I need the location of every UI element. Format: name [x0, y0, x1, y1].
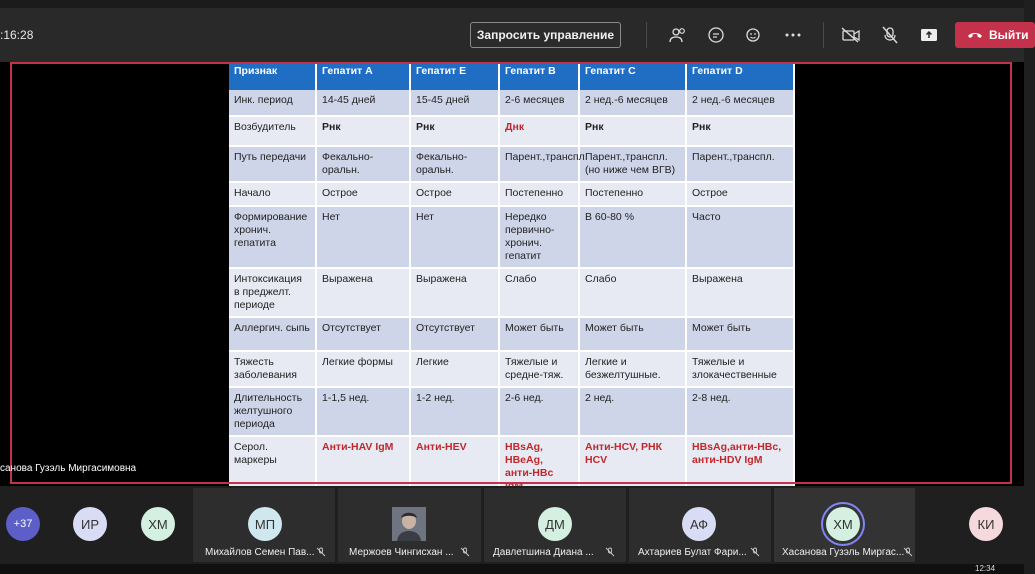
table-cell: Легкие формы	[316, 351, 410, 387]
table-cell: 14-45 дней	[316, 90, 410, 116]
header-feature: Признак	[229, 62, 316, 90]
table-cell: Рнк	[410, 116, 499, 146]
table-cell: 2-6 нед.	[499, 387, 579, 436]
table-cell: Анти-HCV, РНК HCV	[579, 436, 686, 498]
participant-avatar-speaking: ХМ	[826, 507, 860, 541]
participant-photo	[392, 507, 426, 541]
table-cell: Нередко первично-хронич. гепатит	[499, 206, 579, 268]
table-cell: 2 нед.-6 месяцев	[686, 90, 794, 116]
header-hepatitis: Гепатит D	[686, 62, 794, 90]
table-cell: Выражена	[316, 268, 410, 317]
table-cell: HBsAg,анти-HBc, анти-HDV IgM	[686, 436, 794, 498]
table-cell: Часто	[686, 206, 794, 268]
share-screen-icon[interactable]	[916, 22, 942, 48]
table-cell: 2-6 месяцев	[499, 90, 579, 116]
table-cell: Отсутствует	[410, 317, 499, 351]
table-cell: Парент.,транспл.	[686, 146, 794, 182]
table-cell: Постепенно	[499, 182, 579, 206]
table-cell: Парент.,транспл.(но ниже чем ВГВ)	[579, 146, 686, 182]
table-cell: 1-2 нед.	[410, 387, 499, 436]
meeting-timer: :16:28	[0, 28, 34, 42]
header-hepatitis: Гепатит А	[316, 62, 410, 90]
table-cell: Может быть	[686, 317, 794, 351]
participant-name: Давлетшина Диана ...	[493, 547, 594, 558]
table-cell: Рнк	[579, 116, 686, 146]
row-label: Начало	[229, 182, 316, 206]
mic-muted-icon	[605, 547, 615, 557]
table-cell: Выражена	[686, 268, 794, 317]
table-cell: Слабо	[499, 268, 579, 317]
participant-name: Михайлов Семен Пав...	[205, 547, 315, 558]
taskbar-clock: 12:34	[975, 564, 996, 573]
participant-avatar[interactable]: ИР	[73, 507, 107, 541]
reactions-icon[interactable]	[741, 22, 767, 48]
more-participants-badge[interactable]: +37	[6, 507, 40, 541]
table-cell: Острое	[686, 182, 794, 206]
table-cell: Может быть	[579, 317, 686, 351]
table-cell: Легкие	[410, 351, 499, 387]
table-cell: Может быть	[499, 317, 579, 351]
participant-name: Хасанова Гузэль Миргас...	[782, 547, 905, 558]
table-cell: 2-8 нед.	[686, 387, 794, 436]
row-label: Длительность желтушного периода	[229, 387, 316, 436]
participant-name: Мержоев Чингисхан ...	[349, 547, 454, 558]
toolbar-divider	[646, 22, 647, 48]
header-hepatitis: Гепатит Е	[410, 62, 499, 90]
table-cell: Отсутствует	[316, 317, 410, 351]
table-cell: Фекально-оральн.	[316, 146, 410, 182]
camera-off-icon[interactable]	[838, 22, 864, 48]
table-cell: 2 нед.	[579, 387, 686, 436]
mic-muted-icon	[903, 547, 913, 557]
header-hepatitis: Гепатит В	[499, 62, 579, 90]
table-cell: Острое	[316, 182, 410, 206]
table-cell: Тяжелые и средне-тяж.	[499, 351, 579, 387]
table-cell: Рнк	[686, 116, 794, 146]
mic-muted-icon	[460, 547, 470, 557]
row-label: Интоксикация в преджелт. периоде	[229, 268, 316, 317]
header-hepatitis: Гепатит С	[579, 62, 686, 90]
participants-icon[interactable]	[665, 22, 691, 48]
more-options-icon[interactable]	[780, 22, 806, 48]
os-taskbar	[0, 564, 1024, 574]
window-top-strip	[0, 0, 1024, 8]
table-cell: 2 нед.-6 месяцев	[579, 90, 686, 116]
chat-icon[interactable]	[703, 22, 729, 48]
row-label: Тяжесть заболевания	[229, 351, 316, 387]
table-cell: Слабо	[579, 268, 686, 317]
participant-avatar[interactable]: КИ	[969, 507, 1003, 541]
mic-muted-icon	[316, 547, 326, 557]
row-label: Формирование хронич. гепатита	[229, 206, 316, 268]
table-cell: В 60-80 %	[579, 206, 686, 268]
table-cell: Легкие и безжелтушные.	[579, 351, 686, 387]
participant-name: Ахтариев Булат Фари...	[638, 547, 747, 558]
request-control-button[interactable]: Запросить управление	[470, 22, 621, 48]
row-label: Путь передачи	[229, 146, 316, 182]
table-cell: 15-45 дней	[410, 90, 499, 116]
table-cell: Острое	[410, 182, 499, 206]
participant-avatar[interactable]: ХМ	[141, 507, 175, 541]
table-cell: 1-1,5 нед.	[316, 387, 410, 436]
row-label: Серол. маркеры	[229, 436, 316, 498]
table-cell: HBsAg, HBeAg, анти-HBc	[499, 436, 579, 498]
table-cell: Выражена	[410, 268, 499, 317]
row-label: Инк. период	[229, 90, 316, 116]
table-cell: Рнк	[316, 116, 410, 146]
table-cell: Нет	[410, 206, 499, 268]
table-cell: Анти-HEV	[410, 436, 499, 498]
leave-label: Выйти	[989, 28, 1029, 42]
table-cell: Фекально-оральн.	[410, 146, 499, 182]
mic-off-icon[interactable]	[877, 22, 903, 48]
presenter-name-label: санова Гузэль Миргасимовна	[0, 463, 137, 474]
table-cell: Тяжелые и злокачественные	[686, 351, 794, 387]
table-cell: Парент.,транспл	[499, 146, 579, 182]
row-label: Возбудитель	[229, 116, 316, 146]
hang-up-icon	[967, 31, 983, 39]
participant-avatar: ДМ	[538, 507, 572, 541]
table-cell: Нет	[316, 206, 410, 268]
leave-button[interactable]	[955, 22, 1035, 48]
row-label: Аллергич. сыпь	[229, 317, 316, 351]
toolbar-divider	[823, 22, 824, 48]
participant-avatar: АФ	[682, 507, 716, 541]
presenter-highlight-border	[10, 62, 1012, 484]
table-cell: Днк	[499, 116, 579, 146]
table-cell: Анти-HAV IgM	[316, 436, 410, 498]
participant-avatar: МП	[248, 507, 282, 541]
table-cell: Постепенно	[579, 182, 686, 206]
mic-muted-icon	[750, 547, 760, 557]
